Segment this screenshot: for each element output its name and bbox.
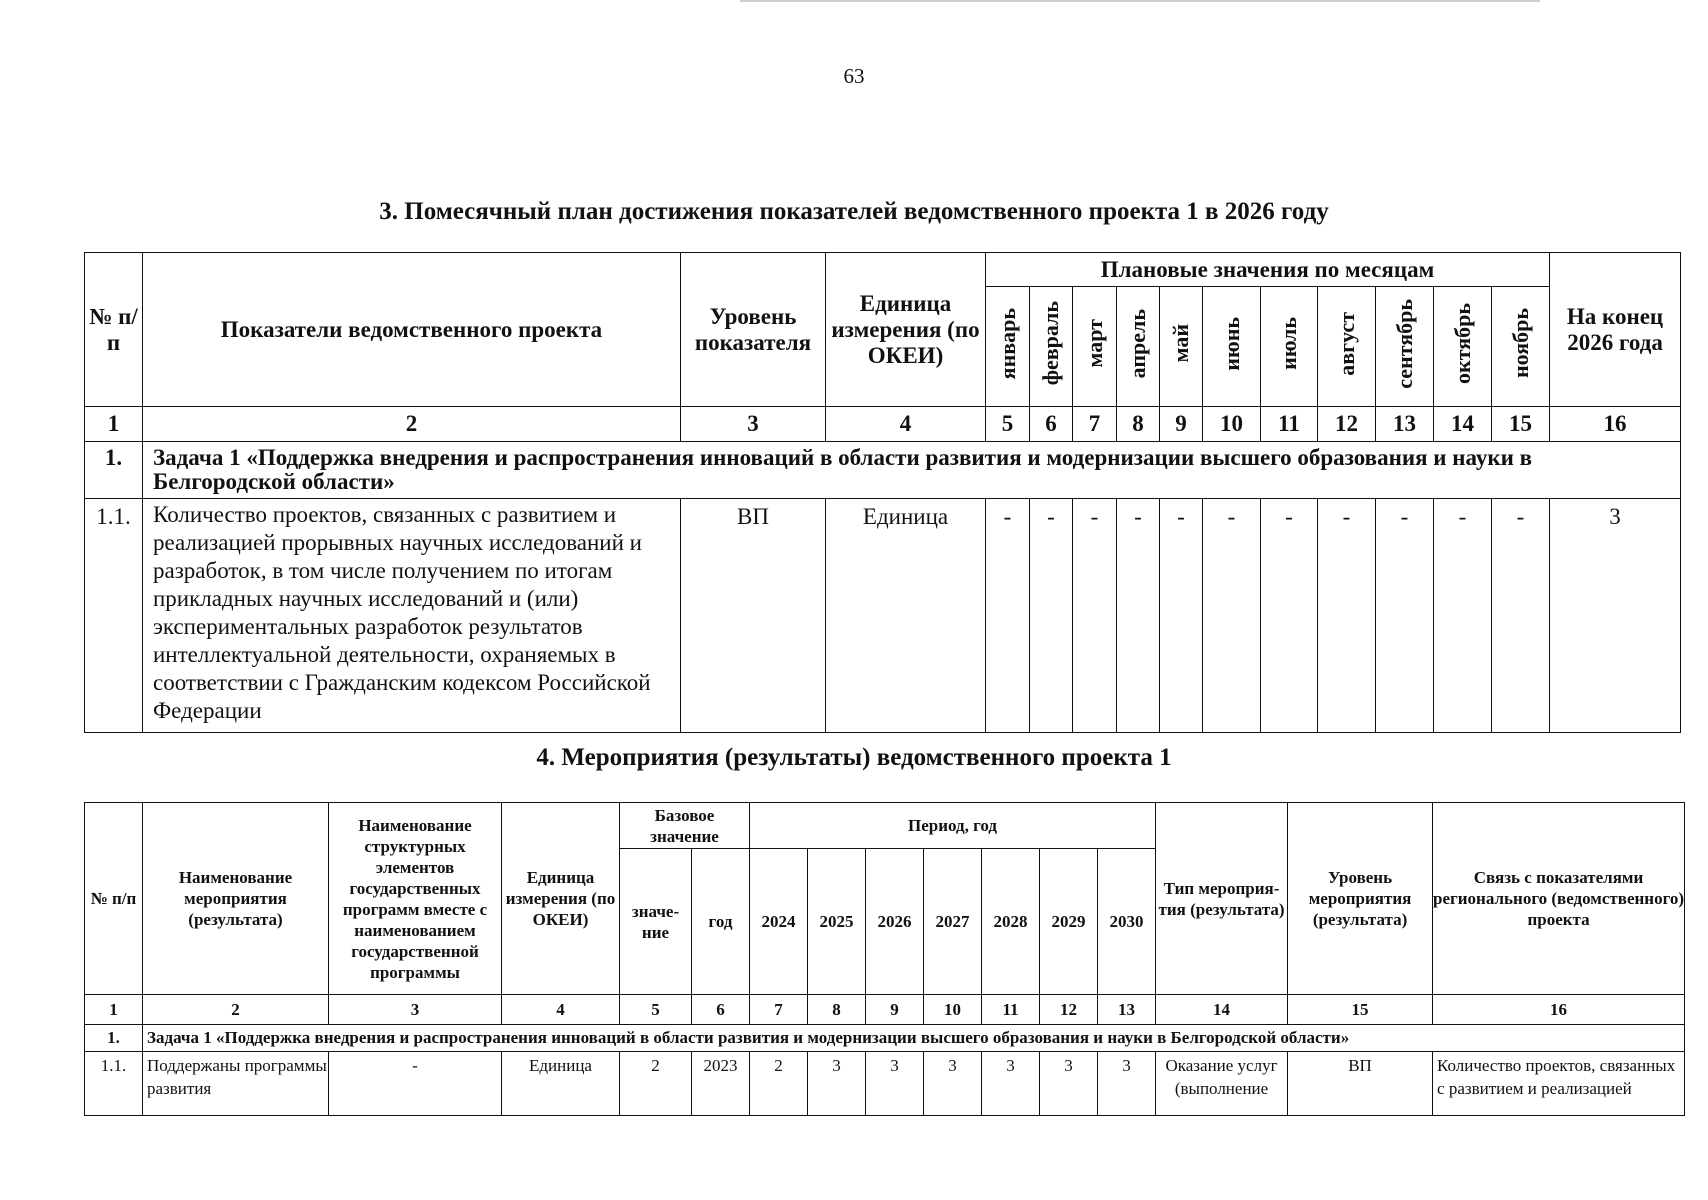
- column-number: 9: [1160, 407, 1203, 442]
- task-text: Задача 1 «Поддержка внедрения и распространения инноваций в области развития и модернизации высшего образования и науки в Белгородской области»: [143, 442, 1681, 499]
- header-period-group: Период, год: [750, 803, 1156, 849]
- header-num: № п/п: [85, 253, 143, 407]
- header-month: [1492, 287, 1550, 407]
- header-month: [986, 287, 1030, 407]
- month-label: октябрь: [1449, 303, 1475, 384]
- column-number: 2: [143, 407, 681, 442]
- header-year: 2027: [924, 849, 982, 995]
- section-4-title: 4. Мероприятия (результаты) ведомственного проекта 1: [536, 744, 1172, 771]
- column-number: 2: [143, 995, 329, 1025]
- column-number: 6: [692, 995, 750, 1025]
- header-month: [1160, 287, 1203, 407]
- column-number: 5: [986, 407, 1030, 442]
- row-year-end: 3: [1550, 499, 1681, 733]
- column-number: 6: [1030, 407, 1073, 442]
- column-number: 8: [808, 995, 866, 1025]
- column-number: 11: [982, 995, 1040, 1025]
- row-year-value: 2: [750, 1052, 808, 1116]
- header-name: Наименование мероприятия (результата): [143, 803, 329, 995]
- task-row: [85, 1025, 1685, 1052]
- month-label: ноябрь: [1507, 308, 1533, 379]
- header-month: [1318, 287, 1376, 407]
- column-number: 10: [1203, 407, 1261, 442]
- column-number: 8: [1117, 407, 1160, 442]
- month-label: январь: [994, 307, 1020, 380]
- header-year: 2028: [982, 849, 1040, 995]
- column-number: 13: [1376, 407, 1434, 442]
- row-base-value: 2: [620, 1052, 692, 1116]
- row-month-value: -: [1376, 499, 1434, 733]
- column-number: 1: [85, 407, 143, 442]
- header-year: 2025: [808, 849, 866, 995]
- row-month-value: -: [1492, 499, 1550, 733]
- column-number: 1: [85, 995, 143, 1025]
- header-link: Связь с показателями регионального (ведомственного) проекта: [1433, 803, 1685, 995]
- column-number: 5: [620, 995, 692, 1025]
- column-number: 3: [329, 995, 502, 1025]
- month-label: июнь: [1218, 316, 1244, 371]
- page-number: 63: [843, 64, 865, 88]
- row-link: Количество проектов, связанных с развитием и реализацией: [1433, 1052, 1685, 1116]
- column-number-row: [85, 407, 1681, 442]
- column-number: 7: [1073, 407, 1117, 442]
- top-rule: [740, 0, 1540, 2]
- row-year-value: 3: [1098, 1052, 1156, 1116]
- task-num: 1.: [85, 1025, 143, 1052]
- header-year: 2026: [866, 849, 924, 995]
- column-number: 4: [826, 407, 986, 442]
- row-type: Оказание услуг (выполнение: [1156, 1052, 1288, 1116]
- row-month-value: -: [1160, 499, 1203, 733]
- row-year-value: 3: [808, 1052, 866, 1116]
- column-number: 3: [681, 407, 826, 442]
- column-number: 14: [1156, 995, 1288, 1025]
- column-number: 13: [1098, 995, 1156, 1025]
- row-unit: Единица: [502, 1052, 620, 1116]
- month-label: март: [1081, 319, 1107, 368]
- header-base-year: год: [692, 849, 750, 995]
- header-month: [1261, 287, 1318, 407]
- row-year-value: 3: [1040, 1052, 1098, 1116]
- column-number: 4: [502, 995, 620, 1025]
- header-month: [1030, 287, 1073, 407]
- task-num: 1.: [85, 442, 143, 499]
- header-month: [1203, 287, 1261, 407]
- row-year-value: 3: [982, 1052, 1040, 1116]
- month-label: июль: [1276, 317, 1301, 370]
- row-month-value: -: [1117, 499, 1160, 733]
- header-year-end: На конец 2026 года: [1550, 253, 1681, 407]
- column-number: 15: [1288, 995, 1433, 1025]
- row-month-value: -: [1318, 499, 1376, 733]
- header-month: [1117, 287, 1160, 407]
- header-level: Уровень мероприятия (результата): [1288, 803, 1433, 995]
- table-row: [85, 499, 1681, 733]
- header-type: Тип мероприя-тия (результата): [1156, 803, 1288, 995]
- header-indicator: Показатели ведомственного проекта: [143, 253, 681, 407]
- header-year: 2024: [750, 849, 808, 995]
- row-num: 1.1.: [85, 1052, 143, 1116]
- column-number: 16: [1433, 995, 1685, 1025]
- table-row: [85, 1052, 1685, 1116]
- row-year-value: 3: [924, 1052, 982, 1116]
- header-row-1: [85, 253, 1681, 287]
- row-year-value: 3: [866, 1052, 924, 1116]
- row-indicator-name: Количество проектов, связанных с развитием и реализацией прорывных научных исследований и разработок, в том числе получением по итогам прикладных научных исследований и (или) экспериментальных разработок результатов интеллектуальной деятельности, охраняемых в соответствии с Гражданским кодексом Российской Федерации: [143, 499, 681, 733]
- header-month: [1434, 287, 1492, 407]
- header-row-1: [85, 803, 1685, 849]
- row-activity-name: Поддержаны программы развития: [143, 1052, 329, 1116]
- row-month-value: -: [1030, 499, 1073, 733]
- column-number: 16: [1550, 407, 1681, 442]
- activities-table: [84, 802, 1685, 1116]
- row-month-value: -: [1203, 499, 1261, 733]
- task-row: [85, 442, 1681, 499]
- column-number-row: [85, 995, 1685, 1025]
- column-number: 11: [1261, 407, 1318, 442]
- month-label: апрель: [1125, 308, 1150, 379]
- header-struct: Наименование структурных элементов государственных программ вместе с наименованием государственной программы: [329, 803, 502, 995]
- row-level: ВП: [681, 499, 826, 733]
- column-number: 12: [1318, 407, 1376, 442]
- row-level: ВП: [1288, 1052, 1433, 1116]
- row-num: 1.1.: [85, 499, 143, 733]
- row-month-value: -: [1434, 499, 1492, 733]
- row-base-year: 2023: [692, 1052, 750, 1116]
- column-number: 15: [1492, 407, 1550, 442]
- header-unit: Единица измерения (по ОКЕИ): [826, 253, 986, 407]
- monthly-plan-table: [84, 252, 1681, 733]
- header-base-group: Базовое значение: [620, 803, 750, 849]
- header-year: 2030: [1098, 849, 1156, 995]
- header-monthly-group: Плановые значения по месяцам: [986, 253, 1550, 287]
- row-unit: Единица: [826, 499, 986, 733]
- header-month: [1376, 287, 1434, 407]
- column-number: 9: [866, 995, 924, 1025]
- header-level: Уровень показателя: [681, 253, 826, 407]
- row-month-value: -: [1261, 499, 1318, 733]
- month-label: август: [1333, 311, 1359, 376]
- column-number: 7: [750, 995, 808, 1025]
- header-base-value: значе-ние: [620, 849, 692, 995]
- header-num: № п/п: [85, 803, 143, 995]
- row-struct: -: [329, 1052, 502, 1116]
- column-number: 14: [1434, 407, 1492, 442]
- month-label: сентябрь: [1391, 298, 1417, 389]
- header-month: [1073, 287, 1117, 407]
- row-month-value: -: [986, 499, 1030, 733]
- header-year: 2029: [1040, 849, 1098, 995]
- section-3-title: 3. Помесячный план достижения показателей ведомственного проекта 1 в 2026 году: [379, 198, 1329, 225]
- row-month-value: -: [1073, 499, 1117, 733]
- month-label: май: [1168, 324, 1193, 363]
- column-number: 10: [924, 995, 982, 1025]
- task-text: Задача 1 «Поддержка внедрения и распространения инноваций в области развития и модернизации высшего образования и науки в Белгородской области»: [143, 1025, 1685, 1052]
- column-number: 12: [1040, 995, 1098, 1025]
- header-unit: Единица измерения (по ОКЕИ): [502, 803, 620, 995]
- month-label: февраль: [1038, 301, 1063, 386]
